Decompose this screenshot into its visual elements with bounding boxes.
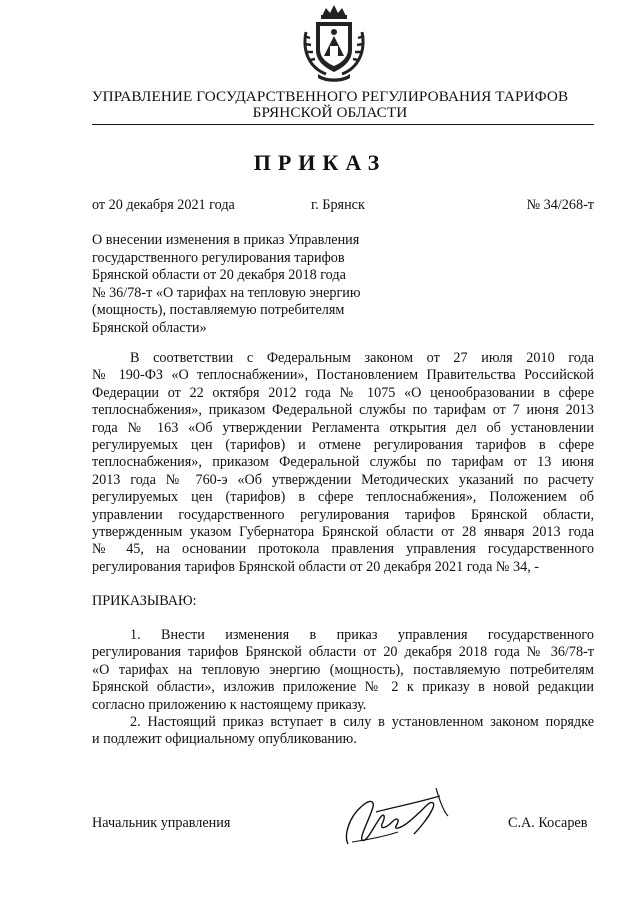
- subject-line: государственного регулирования тарифов: [92, 249, 345, 266]
- coat-of-arms-icon: [296, 2, 372, 84]
- agency-name-line2: БРЯНСКОЙ ОБЛАСТИ: [252, 104, 408, 121]
- preamble-line: теплоснабжения», приказом Федеральной службы по тарифам от 7 июня 2013: [92, 402, 594, 419]
- subject-line: О внесении изменения в приказ Управления: [92, 232, 360, 248]
- document-subject: [92, 232, 402, 338]
- signatory-position: Начальник управления: [92, 815, 231, 831]
- document-date: от 20 декабря 2021 года: [92, 197, 235, 213]
- order-item-line: «О тарифах на тепловую энергию (мощность), поставляемую потребителям: [92, 661, 594, 678]
- preamble-line: регулируемых цен (тарифов) в сфере теплоснабжения», Положением об: [92, 489, 594, 506]
- order-item-line: согласно приложению к настоящему приказу.: [92, 696, 367, 713]
- handwritten-signature: [340, 782, 470, 852]
- subject-line: (мощность), поставляемую потребителям: [92, 302, 345, 319]
- subject-line: Брянской области от 20 декабря 2018 года: [92, 267, 346, 284]
- preamble-line: теплоснабжения», приказом Федеральной службы по тарифам от 13 июня: [92, 454, 594, 471]
- preamble-paragraph: [92, 350, 594, 576]
- preamble-line: утвержденным указом Губернатора Брянской области от 28 января 2013 года: [92, 523, 594, 540]
- preamble-line: года № 163 «Об утверждении Регламента открытия дел об установлении: [92, 419, 594, 436]
- preamble-line: В соответствии с Федеральным законом от 27 июля 2010 года: [130, 350, 594, 366]
- order-item-1: [92, 627, 594, 714]
- subject-line: № 36/78-т «О тарифах на тепловую энергию: [92, 284, 361, 301]
- subject-line: Брянской области»: [92, 319, 207, 336]
- order-item-line: 1. Внести изменения в приказ управления государственного: [130, 627, 594, 643]
- preamble-line: № 190-ФЗ «О теплоснабжении», Постановлением Правительства Российской: [92, 367, 594, 384]
- order-item-2: [92, 714, 594, 749]
- document-city: г. Брянск: [311, 197, 365, 213]
- preamble-line: 2013 года № 760-э «Об утверждении Методических указаний по расчету: [92, 471, 594, 488]
- document-title: ПРИКАЗ: [253, 150, 387, 175]
- order-word: ПРИКАЗЫВАЮ:: [92, 593, 197, 609]
- header-divider: [92, 124, 594, 125]
- order-item-line: регулирования тарифов Брянской области от 20 декабря 2018 года № 36/78-т: [92, 644, 594, 661]
- preamble-line: № 45, на основании протокола правления управления государственного: [92, 541, 594, 558]
- preamble-line: регулируемых цен (тарифов) и отмене регулирования тарифов в сфере: [92, 436, 594, 453]
- preamble-line: регулирования тарифов Брянской области от 20 декабря 2021 года № 34, -: [92, 558, 540, 575]
- document-number: № 34/268-т: [526, 197, 594, 213]
- agency-name-line1: УПРАВЛЕНИЕ ГОСУДАРСТВЕННОГО РЕГУЛИРОВАНИЯ ТАРИФОВ: [91, 88, 569, 105]
- order-item-line: Брянской области», изложив приложение № 2 к приказу в новой редакции: [92, 679, 594, 696]
- preamble-line: управлении государственного регулирования тарифов Брянской области,: [92, 506, 594, 523]
- order-item-line: 2. Настоящий приказ вступает в силу в установленном законом порядке: [130, 714, 594, 730]
- signatory-name: С.А. Косарев: [508, 815, 588, 831]
- order-item-line: и подлежит официальному опубликованию.: [92, 731, 357, 748]
- preamble-line: Федерации от 22 октября 2012 года № 1075 «О ценообразовании в сфере: [92, 384, 594, 401]
